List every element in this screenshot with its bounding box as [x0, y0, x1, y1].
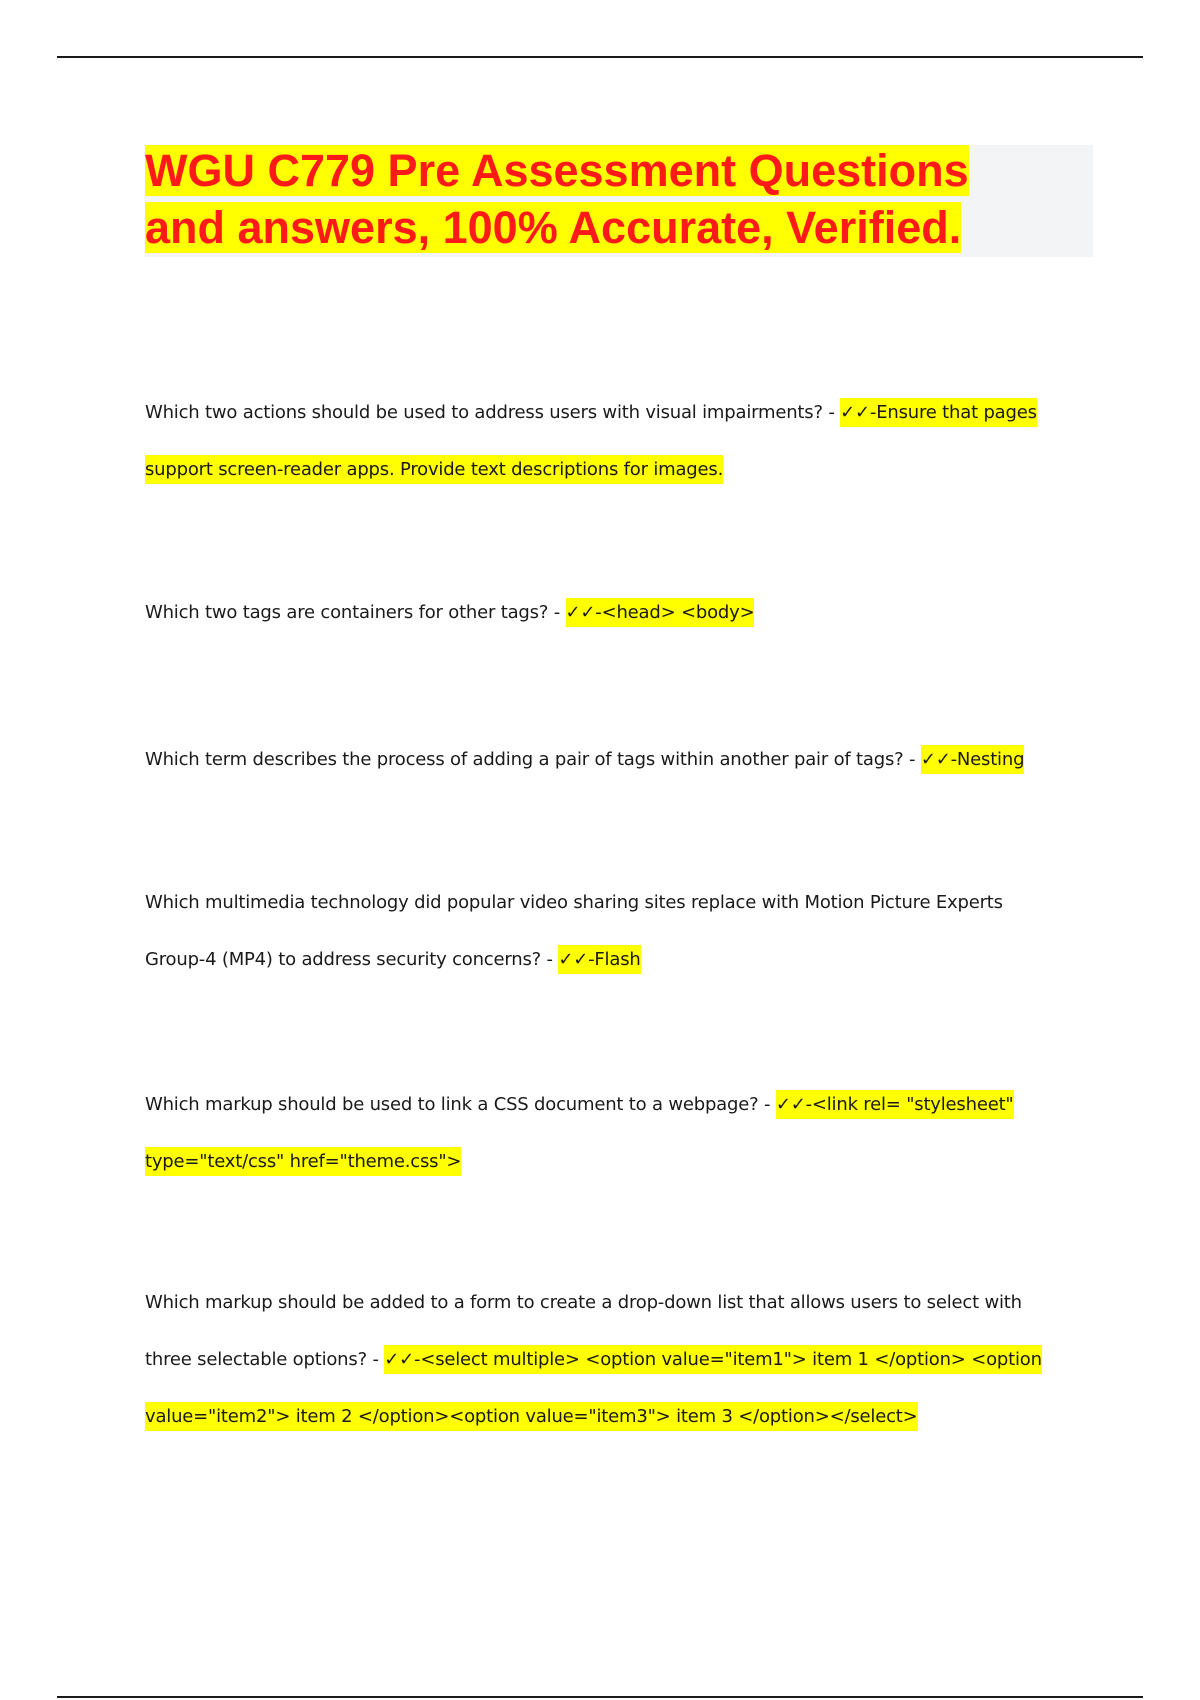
- question-text: Which multimedia technology did popular video sharing sites replace with Motion Picture Experts Group-4 (MP4) to address security concerns? -: [145, 892, 1003, 970]
- answer-text: ✓✓-<link rel= "stylesheet" type="text/css" href="theme.css">: [145, 1090, 1014, 1176]
- answer-text: ✓✓-Nesting: [921, 745, 1024, 774]
- document-title-text: WGU C779 Pre Assessment Questions and answers, 100% Accurate, Verified.: [145, 145, 969, 253]
- question-text: Which markup should be added to a form to create a drop-down list that allows users to select with three selectable options? -: [145, 1292, 1022, 1370]
- question-text: Which term describes the process of adding a pair of tags within another pair of tags? -: [145, 749, 921, 770]
- qa-item-5: [145, 1076, 1065, 1190]
- bottom-rule: [57, 1696, 1143, 1698]
- answer-text: ✓✓-Flash: [558, 945, 640, 974]
- qa-item-2: [145, 584, 1065, 641]
- answer-text: ✓✓-<head> <body>: [566, 598, 755, 627]
- top-rule: [57, 56, 1143, 58]
- answer-text: ✓✓-Ensure that pages support screen-reader apps. Provide text descriptions for images.: [145, 398, 1037, 484]
- question-text: Which two tags are containers for other tags? -: [145, 602, 566, 623]
- question-text: Which markup should be used to link a CSS document to a webpage? -: [145, 1094, 776, 1115]
- question-text: Which two actions should be used to address users with visual impairments? -: [145, 402, 841, 423]
- document-title: [145, 142, 1045, 256]
- qa-item-4: [145, 874, 1065, 988]
- answer-text: ✓✓-<select multiple> <option value="item1"> item 1 </option> <option value="item2"> item 2 </option><option value="item3"> item 3 </option></select>: [145, 1345, 1042, 1431]
- qa-item-6: [145, 1274, 1065, 1445]
- qa-item-1: [145, 384, 1065, 498]
- qa-item-3: [145, 731, 1065, 788]
